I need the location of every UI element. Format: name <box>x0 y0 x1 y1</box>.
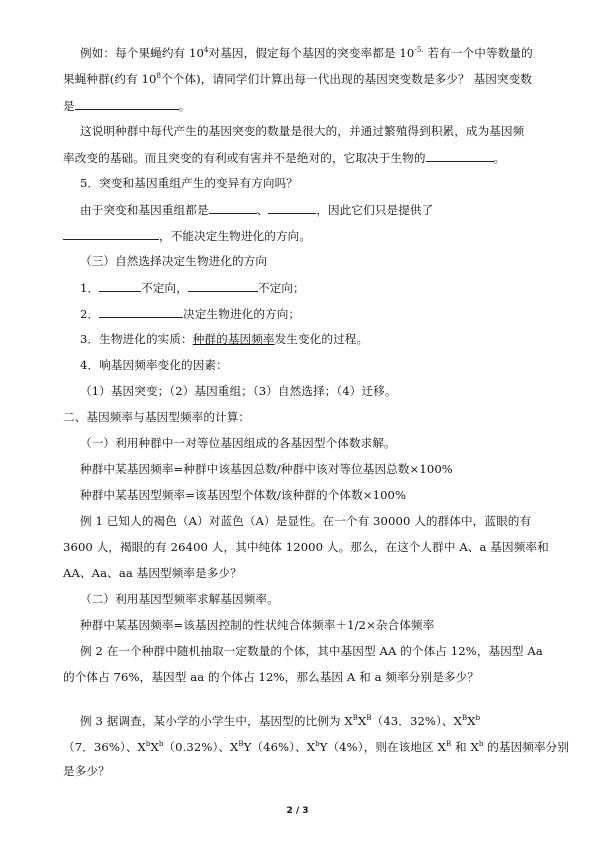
question-heading: 5．突变和基因重组产生的变异有方向吗？ <box>80 176 298 190</box>
text: 和 X <box>451 740 479 754</box>
text: Y（46%）、X <box>243 740 316 754</box>
answer-blank[interactable] <box>188 279 258 292</box>
paragraph-line <box>63 97 190 114</box>
paragraph-line <box>63 227 311 244</box>
paragraph-line: 这说明种群中每代产生的基因突变的数量是很大的，并通过繁殖得到积累，成为基因频 <box>80 124 525 138</box>
paragraph-line <box>80 45 533 61</box>
superscript: 8 <box>156 72 162 81</box>
formula-line: 种群中某基因型频率=该基因型个体数/该种群的个体数×100% <box>80 488 407 502</box>
example-line: 例 2 在一个种群中随机抽取一定数量的个体，其中基因型 AA 的个体占 12%，基因型 Aa <box>80 644 543 658</box>
text: 3．生物进化的实质： <box>80 332 193 346</box>
example-line: AA、Aa、aa 基因型频率是多少？ <box>63 566 242 580</box>
text: 决定生物进化的方向； <box>183 307 301 321</box>
superscript: b <box>158 740 164 749</box>
example-line: 的个体占 76%，基因型 aa 的个体占 12%，那么基因 A 和 a 频率分别是多少？ <box>63 670 479 684</box>
example-line <box>80 713 480 729</box>
section-heading: （一）利用种群中一对等位基因组成的各基因型个体数求解。 <box>80 436 396 450</box>
text: 若有一个中等数量的 <box>423 46 533 60</box>
text: 。 <box>493 151 506 165</box>
text: 的基因频率分别 <box>483 740 570 754</box>
superscript: -5. <box>414 46 424 55</box>
answer-blank[interactable] <box>99 279 141 292</box>
text: ，因此它们只是提供了 <box>316 203 434 217</box>
paragraph-line <box>80 201 433 218</box>
text: Y（4%），则在该地区 X <box>319 740 446 754</box>
paragraph-line <box>63 149 505 166</box>
answer-blank[interactable] <box>268 201 316 214</box>
text: （7．36%）、X <box>63 740 146 754</box>
formula-line: 种群中某基因频率=该基因控制的性状纯合体频率＋1/2×杂合体频率 <box>80 618 435 632</box>
text: X <box>358 714 367 728</box>
answer-blank[interactable] <box>209 201 257 214</box>
example-line <box>63 739 569 755</box>
answer-blank[interactable] <box>99 305 183 318</box>
superscript: b <box>145 740 151 749</box>
example-line: 是多少？ <box>63 764 110 778</box>
example-line: 3600 人，褐眼的有 26400 人，其中纯体 12000 人。那么，在这个人群中 A、a 基因频率和 <box>63 540 549 554</box>
text: 发生变化的过程。 <box>274 332 369 346</box>
text: ，不能决定生物进化的方向。 <box>159 229 312 243</box>
page-number: 2 / 3 <box>286 806 309 816</box>
text: 由于突变和基因重组都是 <box>80 203 209 217</box>
superscript: B <box>461 714 468 723</box>
text: （43．32%）、X <box>371 714 462 728</box>
answer-blank[interactable] <box>63 227 159 240</box>
text: 不定向， <box>141 281 188 295</box>
answer-blank[interactable] <box>426 149 494 162</box>
section-heading: （二）利用基因型频率求解基因频率。 <box>80 592 279 606</box>
text: X <box>467 714 476 728</box>
superscript: b <box>315 740 320 749</box>
text: 1． <box>80 281 100 295</box>
paragraph-line: 4．响基因频率变化的因素： <box>80 358 228 372</box>
superscript: B <box>366 714 372 723</box>
text: 果蝇种群(约有 10 <box>63 72 157 86</box>
text: 例如：每个果蝇约有 10 <box>80 46 204 60</box>
text: 率改变的基础。而且突变的有利或有害并不是绝对的，它取决于生物的 <box>63 151 426 165</box>
text: 不定向； <box>257 281 305 295</box>
text: 。 <box>178 99 191 113</box>
superscript: b <box>475 714 481 723</box>
answer-blank[interactable] <box>75 97 179 110</box>
text: 、 <box>256 203 269 217</box>
paragraph-line: （1）基因突变；（2）基因重组；（3）自然选择；（4）迁移。 <box>80 384 397 398</box>
text: X <box>150 740 159 754</box>
example-line: 例 1 已知人的褐色（A）对蓝色（A）是显性。在一个有 30000 人的群体中，蓝眼的有 <box>80 514 532 528</box>
paragraph-line <box>63 71 532 87</box>
paragraph-line <box>80 305 300 322</box>
text: （0.32%）、X <box>163 740 239 754</box>
text: 个个体)，请同学们计算出每一代出现的基因突变数是多少？ 基因突变数 <box>161 72 533 86</box>
superscript: 4 <box>203 46 209 55</box>
superscript: B <box>445 740 452 749</box>
formula-line: 种群中某基因频率=种群中该基因总数/种群中该对等位基因总数×100% <box>80 462 453 476</box>
superscript: B <box>238 740 244 749</box>
underlined-term: 种群的基因频率 <box>192 332 275 346</box>
paragraph-line <box>80 279 305 296</box>
text: 2． <box>80 307 100 321</box>
superscript: B <box>352 714 359 723</box>
text: 例 3 据调查，某小学的小学生中，基因型的比例为 X <box>80 714 353 728</box>
superscript: b <box>478 740 484 749</box>
text: 是 <box>63 99 75 113</box>
paragraph-line <box>80 331 368 347</box>
section-heading: 二、基因频率与基因型频率的计算： <box>63 410 251 424</box>
section-heading: （三）自然选择决定生物进化的方向 <box>80 254 268 268</box>
text: 对基因，假定每个基因的突变率都是 10 <box>208 46 415 60</box>
